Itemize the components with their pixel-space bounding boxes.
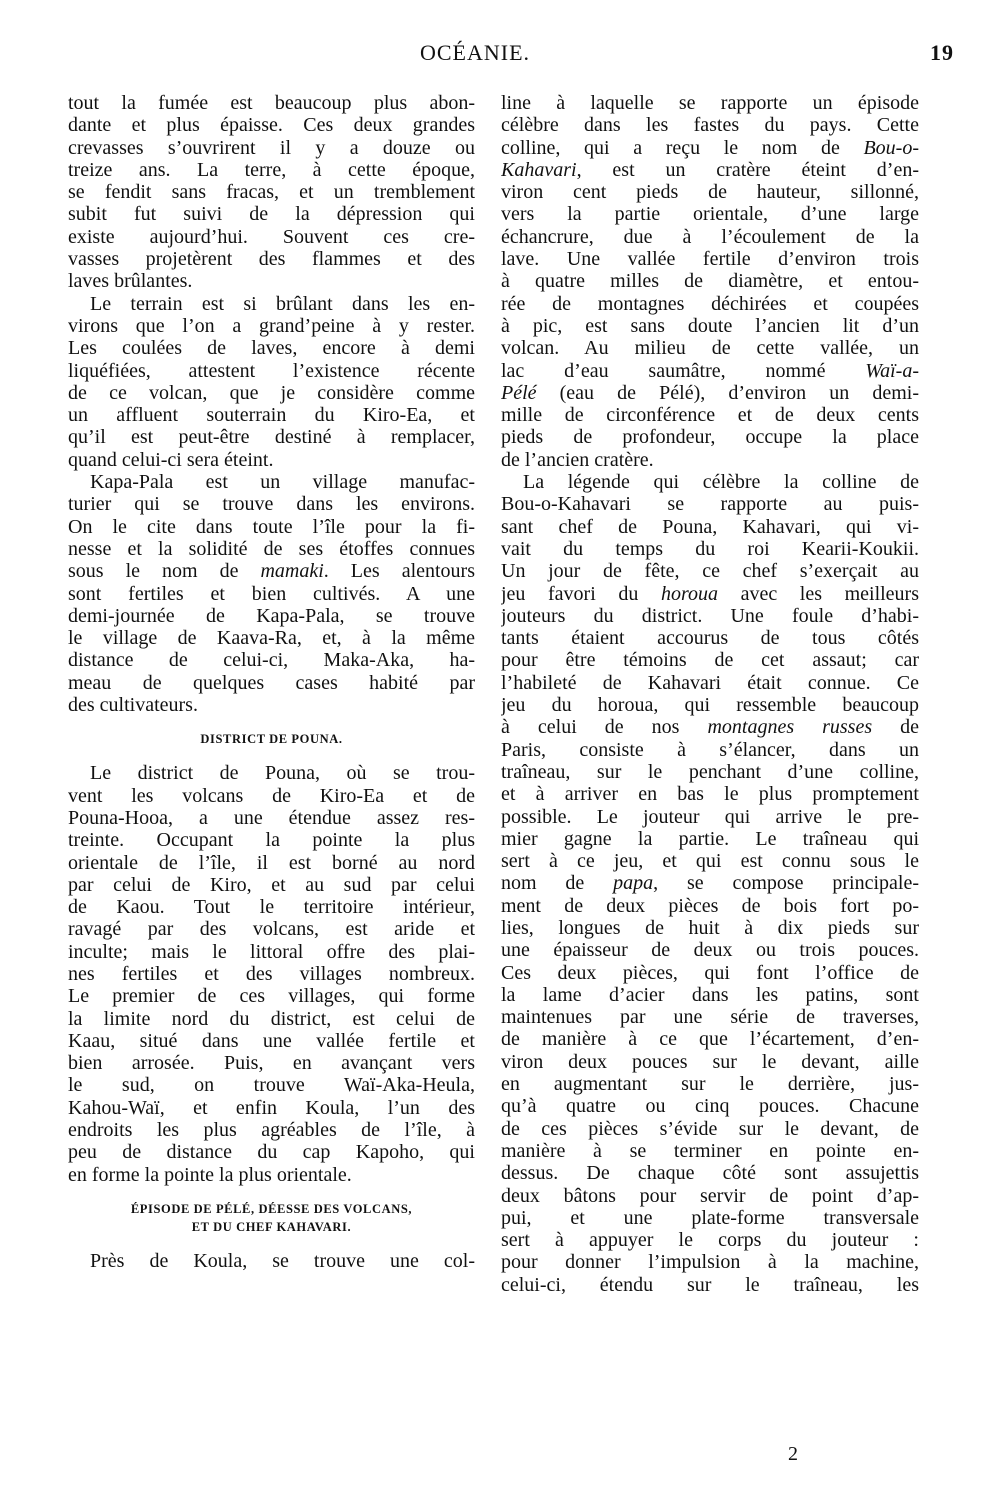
text-span: sous le nom de [68,560,261,583]
text-line [501,783,919,805]
text-line [68,627,475,649]
text-span: nes fertiles et des villages nombreux. [68,962,475,985]
italic-text: mamaki [260,560,324,583]
text-line [501,962,919,984]
text-line [68,605,475,627]
paragraph [68,1250,475,1272]
text-line [501,92,919,114]
text-line [501,181,919,203]
text-span: de ce volcan, que je considère comme [68,381,475,404]
text-span: sont fertiles et bien cultivés. A une [68,582,475,605]
italic-text: Bou-o- [863,136,919,159]
text-line [68,874,475,896]
text-line [68,730,475,748]
text-span: célèbre dans les fastes du pays. Cette [501,114,919,137]
text-line [68,963,475,985]
text-span: . Les alentours [323,560,475,583]
text-line [501,382,919,404]
text-line [68,92,475,114]
text-line [68,1141,475,1163]
text-line [68,1218,475,1236]
text-line [68,1119,475,1141]
text-span: ÉPISODE DE PÉLÉ, DÉESSE DES VOLCANS, [130,1201,413,1216]
text-line [501,1028,919,1050]
text-line [68,1200,475,1218]
text-span: crevasses s’ouvrirent il y a douze ou [68,136,475,159]
text-span: lies, longues de huit à dix pieds sur [501,916,919,939]
text-span: à quatre milles de diamètre, et entou- [501,270,919,293]
text-line [501,203,919,225]
text-span: mier gagne la partie. Le traîneau qui [501,827,919,850]
paragraph [501,92,919,471]
text-line [68,807,475,829]
italic-text: horoua [660,582,718,605]
paragraph [68,293,475,471]
text-line [501,828,919,850]
text-span: qu’il est peut-être destiné à remplacer, [68,426,475,449]
text-line [68,293,475,315]
text-line [501,850,919,872]
text-line [501,984,919,1006]
text-span: de [872,716,919,739]
text-line [501,1207,919,1229]
text-line [68,672,475,694]
signature-mark: 2 [788,1443,798,1465]
text-line [68,1074,475,1096]
text-span: sert à ce jeu, et qui est connu sous le [501,850,919,873]
text-span: avec les meilleurs [717,582,919,605]
text-span: manière à se terminer en pointe en- [501,1139,919,1162]
text-span: de l’ancien cratère. [501,448,654,471]
text-line [68,449,475,471]
text-span: celui-ci, étendu sur le traîneau, les [501,1273,919,1296]
text-line [68,1250,475,1272]
text-line [501,360,919,382]
text-line [68,315,475,337]
text-span: et à arriver en bas le plus promptement [501,783,919,806]
text-line [501,248,919,270]
text-span: lac d’eau saumâtre, nommé [501,359,866,382]
text-line [501,137,919,159]
text-line [501,672,919,694]
text-line [501,426,919,448]
paragraph [68,471,475,716]
text-span: nesse et la solidité de ses étoffes connues [68,537,475,560]
text-span: DISTRICT DE POUNA. [200,732,343,747]
right-column [501,92,919,1296]
text-line [501,605,919,627]
text-span: Près de Koula, se trouve une col- [90,1249,475,1272]
text-line [68,829,475,851]
text-span: inculte; mais le littoral offre des plai- [68,940,475,963]
text-line [68,404,475,426]
text-span: traîneau, sur le penchant d’une colline, [501,760,919,783]
text-span: dante et plus épaisse. Ces deux grandes [68,114,475,137]
text-span: , est un cratère éteint d’en- [576,158,919,181]
text-span: virons que l’on a grand’peine à y rester. [68,314,475,337]
text-line [68,560,475,582]
text-span: vait du temps du roi Kearii-Koukii. [501,537,919,560]
text-span: possible. Le jouteur qui arrive le pre- [501,805,919,828]
text-line [68,649,475,671]
text-line [501,159,919,181]
italic-text: Pélé [501,381,537,404]
text-line [68,1164,475,1186]
text-span: qu’à quatre ou cinq pouces. Chacune [501,1095,919,1118]
text-line [501,560,919,582]
text-line [68,471,475,493]
text-span: Le terrain est si brûlant dans les en- [90,292,475,315]
text-span: meau de quelques cases habité par [68,671,475,694]
text-span: ravagé par des volcans, est aride et [68,918,475,941]
text-span: pour être témoins de cet assaut; car [501,649,919,672]
text-span: Le premier de ces villages, qui forme [68,985,475,1008]
text-span: ment de deux pièces de bois fort po- [501,894,919,917]
text-span: colline, qui a reçu le nom de [501,136,864,159]
text-span: lave. Une vallée fertile d’environ trois [501,248,919,271]
text-span: échancrure, due à l’écoulement de la [501,225,919,248]
left-column [68,92,475,1272]
text-span: viron cent pieds de hauteur, sillonné, [501,181,919,204]
text-span: deux bâtons pour servir de point d’ap- [501,1184,919,1207]
text-line [501,895,919,917]
text-line [501,649,919,671]
text-span: volcan. Au milieu de cette vallée, un [501,337,919,360]
text-span: peu de distance du cap Kapoho, qui [68,1141,475,1164]
text-span: subit fut suivi de la dépression qui [68,203,475,226]
text-line [501,1140,919,1162]
text-line [501,471,919,493]
text-line [68,694,475,716]
text-line [501,583,919,605]
italic-text: montagnes russes [707,716,873,739]
text-span: treinte. Occupant la pointe la plus [68,829,475,852]
text-span: la lame d’acier dans les patins, sont [501,983,919,1006]
text-line [501,1095,919,1117]
text-line [501,226,919,248]
text-span: laves brûlantes. [68,270,193,293]
text-span: existe aujourd’hui. Souvent ces cre- [68,225,475,248]
text-span: treize ans. La terre, à cette époque, [68,158,475,181]
text-span: par celui de Kiro, et au sud par celui [68,873,475,896]
text-span: maintenues par une série de traverses, [501,1006,919,1029]
text-line [501,449,919,471]
italic-text: Waï-a- [865,359,919,382]
text-span: de manière à ce que l’écartement, d’en- [501,1028,919,1051]
text-line [68,426,475,448]
text-line [501,1162,919,1184]
text-span: rée de montagnes déchirées et coupées [501,292,919,315]
text-line [501,694,919,716]
text-span: pieds de profondeur, occupe la place [501,426,919,449]
text-line [68,337,475,359]
text-line [68,896,475,918]
text-line [68,137,475,159]
text-line [501,538,919,560]
text-span: le village de Kaava-Ra, et, à la même [68,627,475,650]
text-span: en augmentant sur le derrière, jus- [501,1073,919,1096]
text-span: liquéfiées, attestent l’existence récente [68,359,475,382]
text-span: Le district de Pouna, où se trou- [90,762,475,785]
section-heading [68,1200,475,1236]
running-header-title: OCÉANIE. [419,40,531,65]
text-line [501,493,919,515]
text-span: jeu du horoua, qui ressemble beaucoup [501,694,919,717]
text-line [68,382,475,404]
text-span: line à laquelle se rapporte un épisode [501,92,919,114]
text-span: Kahou-Waï, et enfin Koula, l’un des [68,1096,475,1119]
text-line [501,627,919,649]
text-line [68,538,475,560]
text-line [68,114,475,136]
text-span: (eau de Pélé), d’environ un demi- [536,381,919,404]
text-line [501,939,919,961]
text-span: pour donner l’impulsion à la machine, [501,1251,919,1274]
text-line [501,1229,919,1251]
italic-text: Kahavari [501,158,577,181]
text-line [68,941,475,963]
text-line [501,716,919,738]
paragraph [501,471,919,1296]
text-span: Ces deux pièces, qui font l’office de [501,961,919,984]
text-span: pui, et une plate-forme transversale [501,1206,919,1229]
text-line [68,226,475,248]
text-line [501,1051,919,1073]
text-span: ET DU CHEF KAHAVARI. [191,1219,352,1234]
text-line [501,270,919,292]
text-span: endroits les plus agréables de l’île, à [68,1119,475,1142]
text-span: à pic, est sans doute l’ancien lit d’un [501,314,919,337]
text-span: nom de [501,872,614,895]
text-line [501,872,919,894]
text-span: sert à appuyer le corps du jouteur : [501,1229,919,1252]
text-span: le sud, on trouve Waï-Aka-Heula, [68,1074,475,1097]
text-span: sant chef de Pouna, Kahavari, qui vi- [501,515,919,538]
text-span: jouteurs du district. Une foule d’habi- [501,604,919,627]
text-span: mille de circonférence et de deux cents [501,404,919,427]
text-line [501,917,919,939]
text-line [68,985,475,1007]
text-line [68,785,475,807]
text-span: Les coulées de laves, encore à demi [68,337,475,360]
text-line [68,918,475,940]
text-line [68,1097,475,1119]
text-line [68,159,475,181]
text-span: Paris, consiste à s’élancer, dans un [501,738,919,761]
text-line [68,852,475,874]
text-span: Bou-o-Kahavari se rapporte au puis- [501,493,919,516]
paragraph [68,92,475,293]
text-line [68,762,475,784]
section-heading [68,730,475,748]
text-line [501,1251,919,1273]
text-span: On le cite dans toute l’île pour la fi- [68,515,475,538]
text-line [501,337,919,359]
text-span: dessus. De chaque côté sont assujettis [501,1162,919,1185]
text-span: quand celui-ci sera éteint. [68,448,274,471]
text-line [501,739,919,761]
text-span: l’habileté de Kahavari était connue. Ce [501,671,919,694]
text-span: , se compose principale- [653,872,919,895]
text-span: Un jour de fête, ce chef s’exerçait au [501,560,919,583]
paragraph [68,762,475,1186]
text-span: à celui de nos [501,716,708,739]
text-span: Kaau, situé dans une vallée fertile et [68,1029,475,1052]
text-span: distance de celui-ci, Maka-Aka, ha- [68,649,475,672]
text-span: une épaisseur de deux ou trois pouces. [501,939,919,962]
text-span: Pouna-Hooa, a une étendue assez res- [68,806,475,829]
page-number: 19 [930,40,954,65]
text-span: de Kaou. Tout le territoire intérieur, [68,896,475,919]
text-line [68,203,475,225]
text-line [501,516,919,538]
text-line [501,1073,919,1095]
text-line [68,1052,475,1074]
text-line [68,516,475,538]
text-line [501,315,919,337]
text-span: vers la partie orientale, d’une large [501,203,919,226]
text-line [501,761,919,783]
text-span: Kapa-Pala est un village manufac- [90,471,475,494]
italic-text: papa [613,872,654,895]
text-span: un affluent souterrain du Kiro-Ea, et [68,404,475,427]
text-line [501,1274,919,1296]
text-span: vasses projetèrent des flammes et des [68,248,475,271]
text-span: des cultivateurs. [68,694,198,717]
text-line [68,270,475,292]
text-line [501,404,919,426]
text-line [68,248,475,270]
text-span: se fendit sans fracas, et un tremblement [68,181,475,204]
text-span: de ces pièces s’évide sur le devant, de [501,1117,919,1140]
text-span: demi-journée de Kapa-Pala, se trouve [68,604,475,627]
text-line [501,114,919,136]
text-line [68,1030,475,1052]
text-line [68,360,475,382]
text-line [501,293,919,315]
text-span: turier qui se trouve dans les environs. [68,493,475,516]
text-span: orientale de l’île, il est borné au nord [68,851,475,874]
text-span: tout la fumée est beaucoup plus abon- [68,92,475,114]
text-span: jeu favori du [501,582,661,605]
text-line [68,583,475,605]
text-span: tants étaient accourus de tous côtés [501,627,919,650]
text-line [68,181,475,203]
text-line [68,1008,475,1030]
text-span: La légende qui célèbre la colline de [523,471,919,494]
text-line [68,493,475,515]
text-span: vent les volcans de Kiro-Ea et de [68,784,475,807]
text-span: bien arrosée. Puis, en avançant vers [68,1052,475,1075]
text-line [501,1006,919,1028]
text-line [501,1185,919,1207]
text-span: la limite nord du district, est celui de [68,1007,475,1030]
text-span: en forme la pointe la plus orientale. [68,1163,352,1186]
text-line [501,1118,919,1140]
text-line [501,806,919,828]
text-span: viron deux pouces sur le devant, aille [501,1050,919,1073]
